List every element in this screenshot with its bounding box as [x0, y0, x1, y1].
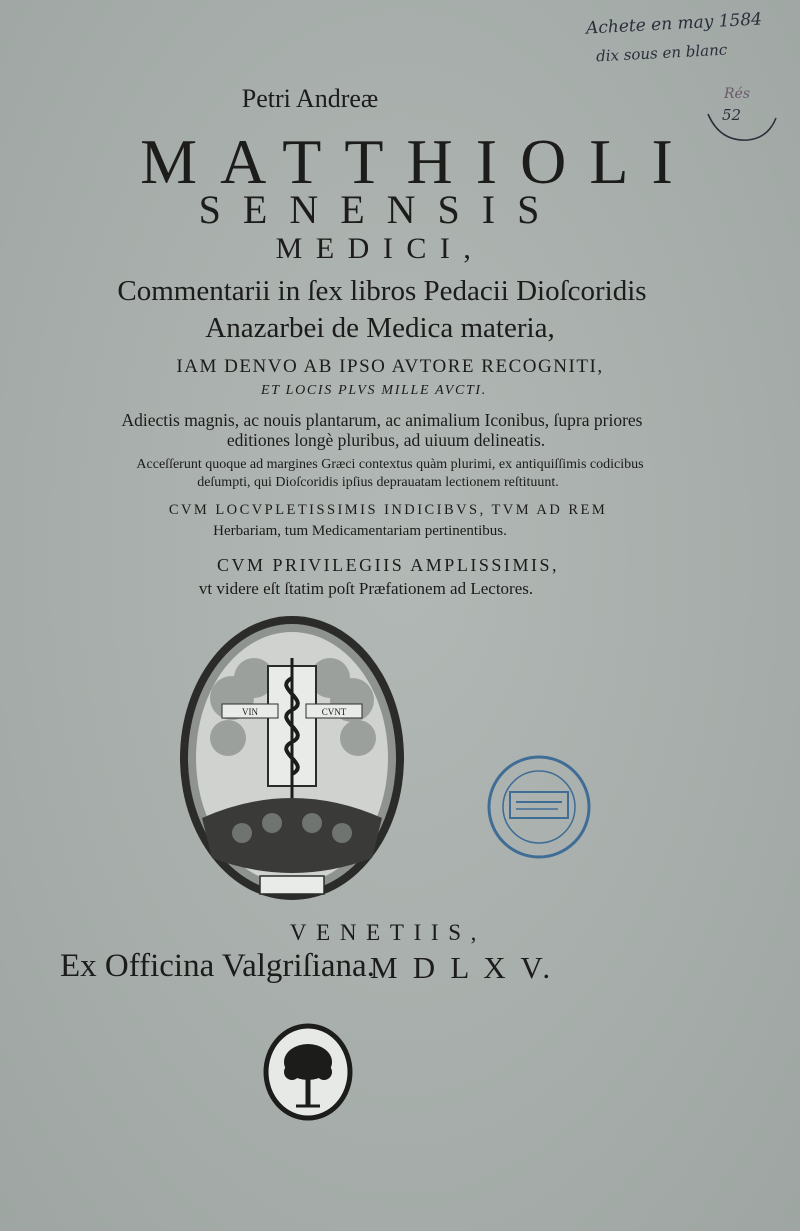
privilege-line1: CVM PRIVILEGIIS AMPLISSIMIS,	[216, 555, 560, 575]
origin: SENENSIS	[198, 187, 562, 232]
profession: MEDICI,	[275, 232, 485, 265]
adiectis-line2: editiones longè pluribus, ad uiuum delineatis.	[226, 430, 546, 450]
emblem-banner-right: CVNT	[321, 707, 347, 717]
handwritten-note-line1: Achete en may 1584	[585, 9, 763, 39]
imprint-place: VENETIIS,	[289, 920, 487, 945]
indices-line2: Herbariam, tum Medicamentariam pertinentibus.	[213, 523, 507, 539]
shelfmark-line1: Rés	[724, 86, 751, 102]
shelfmark-line2: 52	[722, 106, 742, 124]
title-line2: Anazarbei de Medica materia,	[205, 312, 555, 344]
author-line: Petri Andreæ	[241, 84, 379, 113]
adiectis-line1: Adiectis magnis, ac nouis plantarum, ac animalium Iconibus, ſupra priores	[121, 410, 643, 430]
privilege-line2: vt videre eſt ſtatim poſt Præfationem ad Lectores.	[198, 579, 534, 598]
handwritten-note-line2: dix sous en blanc	[595, 40, 728, 66]
library-stamp	[484, 752, 594, 862]
recognition-line2: ET LOCIS PLVS MILLE AVCTI.	[261, 383, 487, 398]
imprint-year: M D L X V.	[370, 950, 554, 985]
tree-stamp-icon	[262, 1022, 354, 1122]
title-line1: Commentarii in ſex libros Pedacii Dioſcoridis	[117, 275, 647, 307]
printers-device-emblem	[172, 608, 412, 908]
author-name: MATTHIOLI	[140, 126, 696, 197]
emblem-banner-left: VIN	[242, 707, 258, 717]
imprint-publisher: Ex Officina Valgriſiana.	[60, 948, 375, 984]
accesserunt-line2: deſumpti, qui Dioſcoridis ipſius deprauatam lectionem reſtituunt.	[197, 475, 559, 490]
recognition-line1: IAM DENVO AB IPSO AVTORE RECOGNITI,	[176, 356, 604, 377]
indices-line1: CVM LOCVPLETISSIMIS INDICIBVS, TVM AD REM	[168, 502, 608, 518]
accesserunt-line1: Acceſſerunt quoque ad margines Græci contextus quàm plurimi, ex antiquiſſimis codicibus	[136, 457, 644, 472]
